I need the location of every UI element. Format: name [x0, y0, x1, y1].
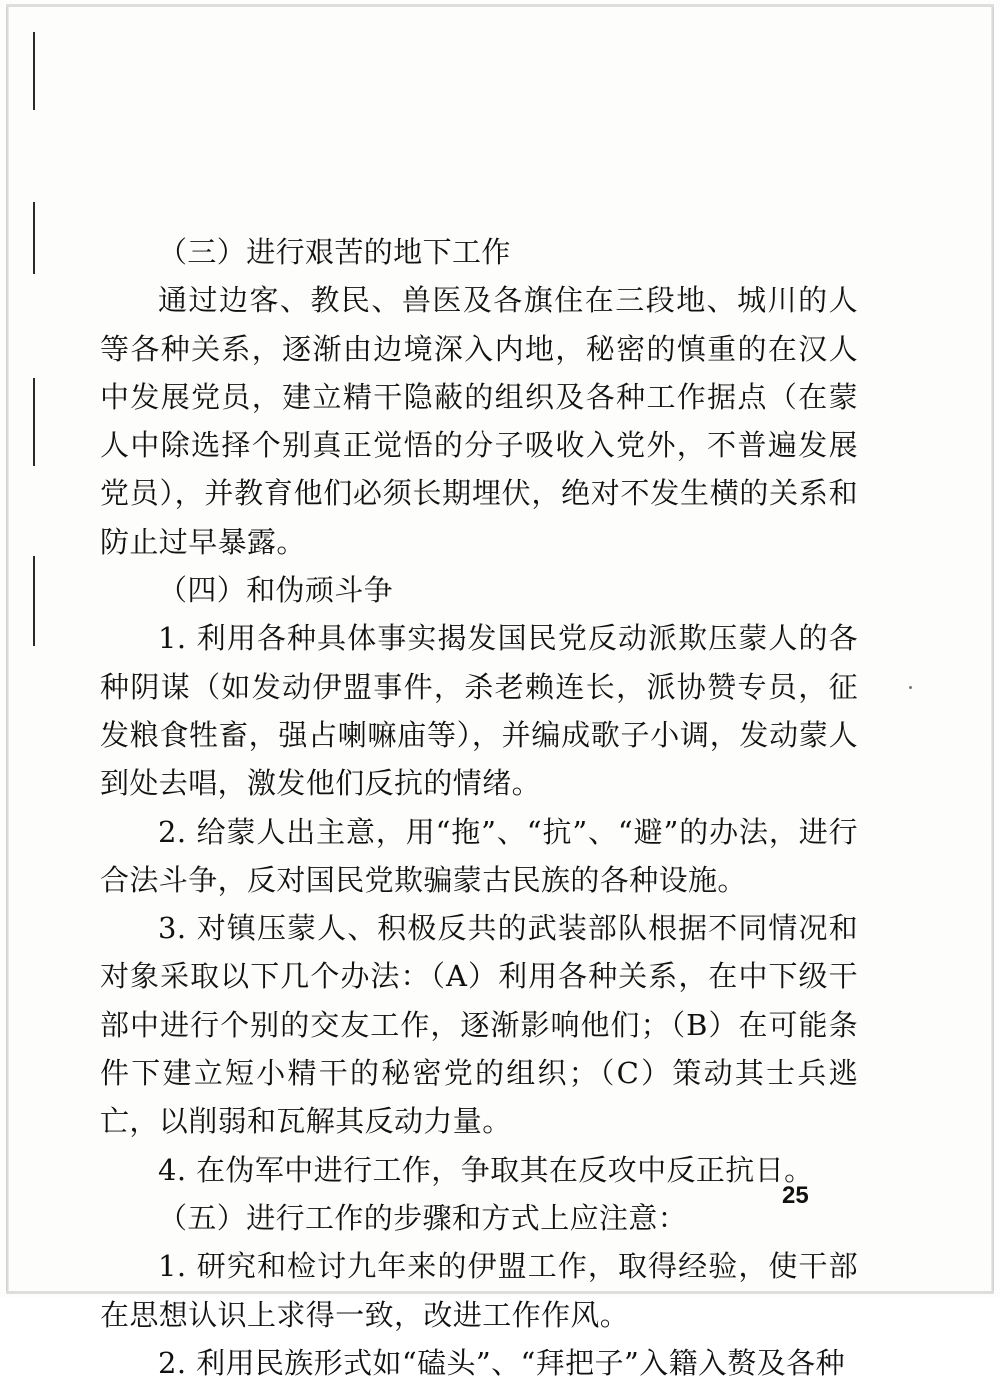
- page-number: 25: [782, 1182, 809, 1209]
- paragraph: 通过边客、教民、兽医及各旗住在三段地、城川的人等各种关系，逐渐由边境深入内地，秘密的慎重的在汉人中发展党员，建立精干隐蔽的组织及各种工作据点（在蒙人中除选择个别真正觉悟的分子吸收入党外，不普遍发展党员），并教育他们必须长期埋伏，绝对不发生横的关系和防止过早暴露。: [100, 283, 858, 559]
- margin-mark: [33, 556, 35, 646]
- list-item: 4. 在伪军中进行工作，争取其在反攻中反正抗日。: [158, 1152, 814, 1187]
- section-heading-5: （五）进行工作的步骤和方式上应注意：: [158, 1200, 688, 1235]
- list-item: 3. 对镇压蒙人、积极反共的武装部队根据不同情况和对象采取以下几个办法：（A）利用各种关系，在中下级干部中进行个别的交友工作，逐渐影响他们；（B）在可能条件下建立短小精干的秘密党的组织；（C）策动其士兵逃亡，以削弱和瓦解其反动力量。: [100, 911, 858, 1139]
- section-heading-4: （四）和伪顽斗争: [158, 573, 394, 608]
- margin-mark: [33, 32, 35, 110]
- page-edge-left: [6, 6, 9, 1292]
- margin-mark: [33, 202, 35, 274]
- body-text: [100, 228, 858, 1387]
- list-item: 2. 利用民族形式如“磕头”、“拜把子”入籍入赘及各种: [158, 1345, 845, 1380]
- page-edge-right: [991, 6, 994, 1292]
- margin-mark: [33, 378, 35, 466]
- list-item: 1. 研究和检讨九年来的伊盟工作，取得经验，使干部在思想认识上求得一致，改进工作作风。: [100, 1249, 858, 1332]
- scan-speck: [909, 686, 912, 689]
- list-item: 2. 给蒙人出主意，用“拖”、“抗”、“避”的办法，进行合法斗争，反对国民党欺骗蒙古民族的各种设施。: [100, 814, 858, 897]
- list-item: 1. 利用各种具体事实揭发国民党反动派欺压蒙人的各种阴谋（如发动伊盟事件，杀老赖连长，派协赞专员，征发粮食牲畜，强占喇嘛庙等），并编成歌子小调，发动蒙人到处去唱，激发他们反抗的情绪。: [100, 621, 858, 801]
- page-edge-top: [6, 4, 994, 7]
- section-heading-3: （三）进行艰苦的地下工作: [158, 235, 511, 269]
